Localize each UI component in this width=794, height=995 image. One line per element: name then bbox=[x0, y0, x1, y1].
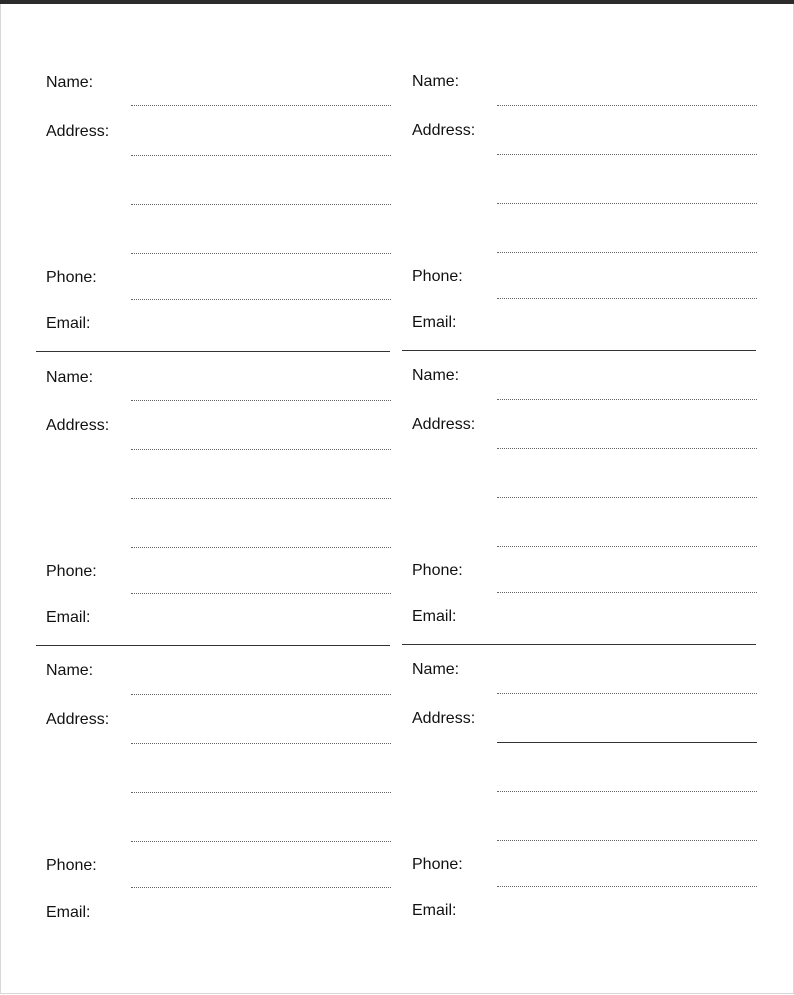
email-label: Email: bbox=[412, 314, 457, 331]
section-divider bbox=[402, 644, 756, 645]
address-field-line-2[interactable] bbox=[497, 497, 757, 498]
name-field[interactable] bbox=[131, 105, 391, 106]
phone-field[interactable] bbox=[497, 886, 757, 887]
contact-card bbox=[402, 366, 782, 659]
address-field-line-2[interactable] bbox=[131, 792, 391, 793]
address-field-line-1[interactable] bbox=[497, 742, 757, 743]
contact-card bbox=[402, 72, 782, 365]
name-field[interactable] bbox=[131, 694, 391, 695]
name-label: Name: bbox=[412, 367, 460, 384]
address-field-line-3[interactable] bbox=[497, 252, 757, 253]
email-label: Email: bbox=[412, 608, 457, 625]
address-field-line-2[interactable] bbox=[131, 204, 391, 205]
phone-field[interactable] bbox=[131, 593, 391, 594]
section-divider bbox=[36, 645, 390, 646]
phone-field[interactable] bbox=[131, 299, 391, 300]
phone-label: Phone: bbox=[412, 268, 463, 285]
phone-label: Phone: bbox=[46, 269, 97, 286]
address-field-line-1[interactable] bbox=[131, 155, 391, 156]
phone-label: Phone: bbox=[412, 562, 463, 579]
address-label: Address: bbox=[46, 123, 110, 140]
address-field-line-1[interactable] bbox=[497, 448, 757, 449]
phone-label: Phone: bbox=[412, 856, 463, 873]
phone-label: Phone: bbox=[46, 857, 97, 874]
name-label: Name: bbox=[46, 369, 94, 386]
section-divider bbox=[402, 350, 756, 351]
address-field-line-1[interactable] bbox=[131, 449, 391, 450]
address-label: Address: bbox=[412, 710, 476, 727]
phone-field[interactable] bbox=[131, 887, 391, 888]
name-label: Name: bbox=[46, 662, 94, 679]
contact-card bbox=[402, 660, 782, 953]
email-label: Email: bbox=[46, 609, 91, 626]
address-label: Address: bbox=[412, 416, 476, 433]
name-field[interactable] bbox=[131, 400, 391, 401]
contact-card bbox=[36, 661, 416, 954]
address-field-line-2[interactable] bbox=[131, 498, 391, 499]
address-field-line-2[interactable] bbox=[497, 791, 757, 792]
contact-card bbox=[36, 72, 416, 365]
email-label: Email: bbox=[46, 315, 91, 332]
address-field-line-3[interactable] bbox=[497, 840, 757, 841]
phone-field[interactable] bbox=[497, 592, 757, 593]
address-label: Address: bbox=[46, 711, 110, 728]
address-label: Address: bbox=[46, 417, 110, 434]
name-field[interactable] bbox=[497, 693, 757, 694]
phone-label: Phone: bbox=[46, 563, 97, 580]
address-field-line-3[interactable] bbox=[131, 547, 391, 548]
address-field-line-3[interactable] bbox=[131, 841, 391, 842]
email-label: Email: bbox=[46, 904, 91, 921]
name-field[interactable] bbox=[497, 105, 757, 106]
name-label: Name: bbox=[412, 73, 460, 90]
phone-field[interactable] bbox=[497, 298, 757, 299]
name-label: Name: bbox=[412, 661, 460, 678]
email-label: Email: bbox=[412, 902, 457, 919]
address-field-line-1[interactable] bbox=[131, 743, 391, 744]
address-field-line-3[interactable] bbox=[497, 546, 757, 547]
name-label: Name: bbox=[46, 74, 94, 91]
name-field[interactable] bbox=[497, 399, 757, 400]
contact-card bbox=[36, 367, 416, 660]
section-divider bbox=[36, 351, 390, 352]
address-field-line-3[interactable] bbox=[131, 253, 391, 254]
address-label: Address: bbox=[412, 122, 476, 139]
address-field-line-1[interactable] bbox=[497, 154, 757, 155]
address-field-line-2[interactable] bbox=[497, 203, 757, 204]
